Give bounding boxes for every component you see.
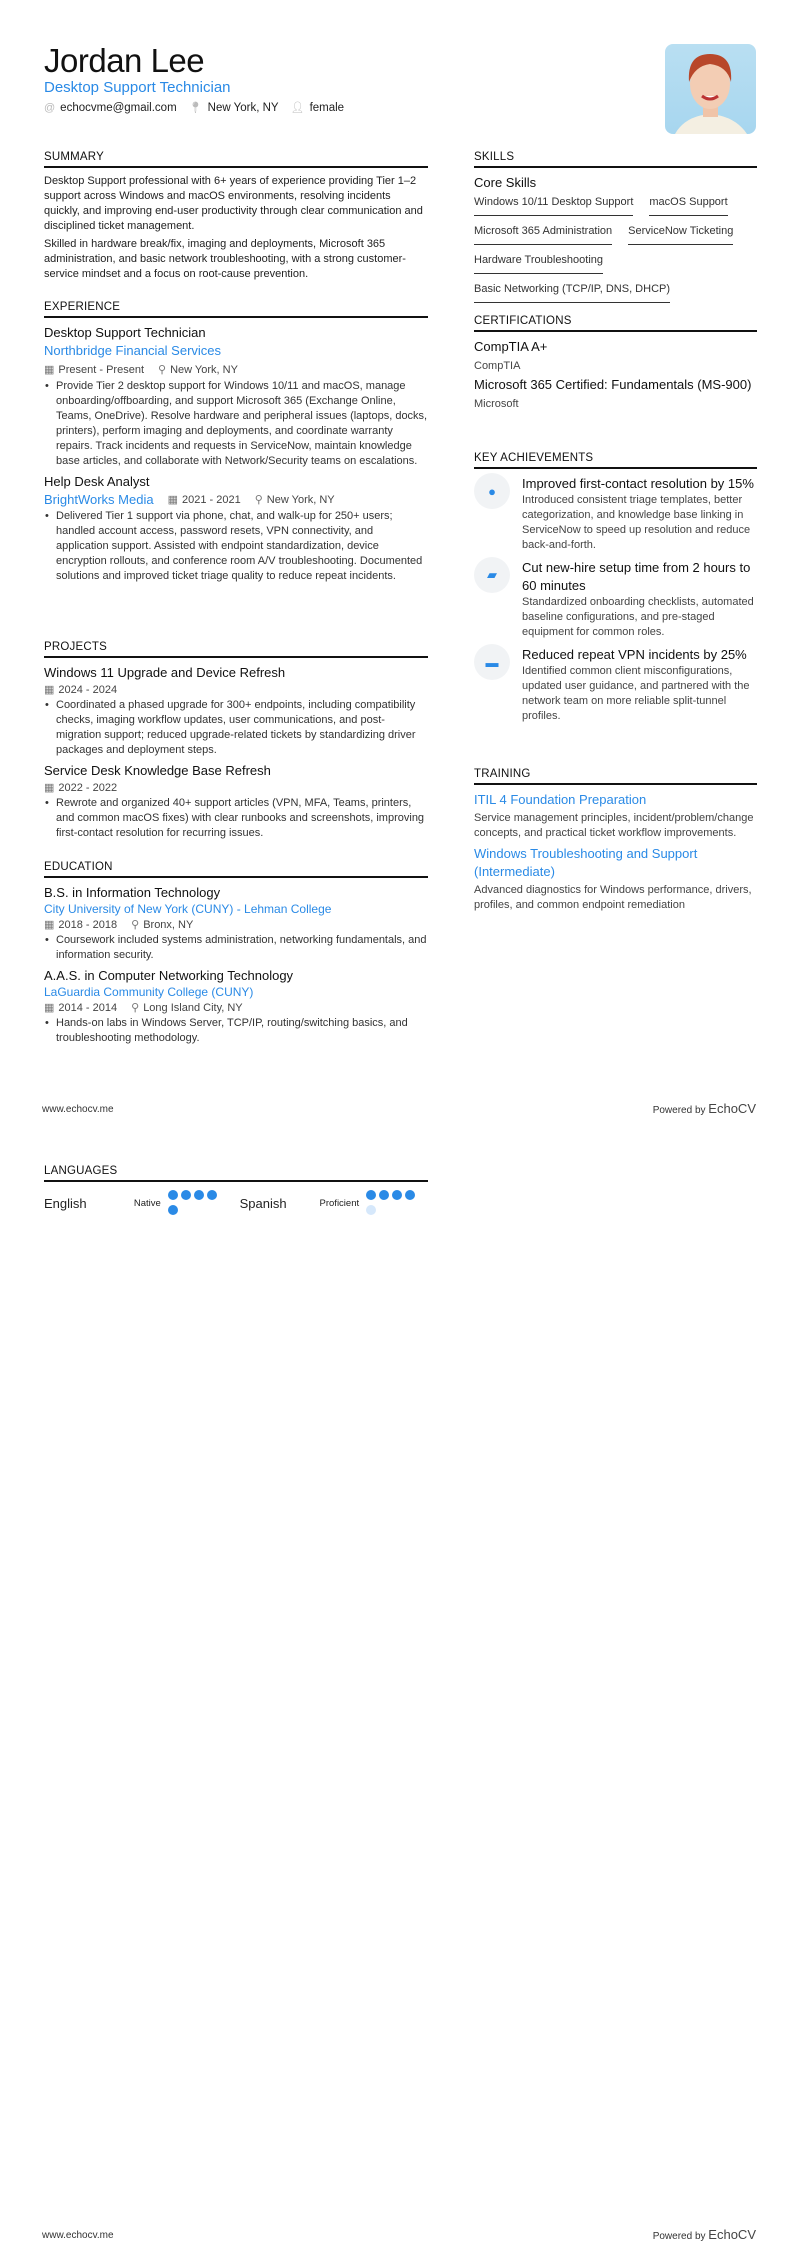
rating-dot [181, 1190, 191, 1200]
achievement-title: Cut new-hire setup time from 2 hours to 60 minutes [522, 560, 751, 593]
education-item [44, 884, 428, 963]
dates: 2014 - 2014 [58, 1002, 118, 1014]
education-section [44, 861, 428, 1046]
location: New York, NY [207, 102, 279, 114]
degree: A.A.S. in Computer Networking Technology [44, 968, 294, 983]
achievement-item [474, 646, 757, 724]
projects-section [44, 641, 428, 841]
rating-dots [165, 1188, 230, 1218]
cert-name: CompTIA A+ [474, 339, 548, 354]
achievement-desc: Identified common client misconfigurations, updated user guidance, and partnered with the network team on more reliable split-tunnel profiles. [522, 665, 750, 722]
achievement-desc: Introduced consistent triage templates, better categorization, and knowledge base linking in ServiceNow to speed up resolution and reduce back-and-forth. [522, 494, 751, 551]
skill-tag: macOS Support [649, 195, 727, 216]
experience-item [44, 473, 428, 584]
section-heading: TRAINING [474, 768, 757, 785]
dates: 2018 - 2018 [58, 919, 118, 931]
job-title: Help Desk Analyst [44, 474, 150, 489]
experience-section [44, 301, 428, 584]
footer-powered [653, 1101, 756, 1116]
footer-powered [653, 2227, 756, 2242]
footer-site[interactable]: www.echocv.me [42, 2230, 114, 2241]
section-heading: CERTIFICATIONS [474, 315, 757, 332]
degree: B.S. in Information Technology [44, 885, 221, 900]
calendar-icon: ▦ [167, 494, 178, 506]
help-circle-icon: ● [474, 473, 510, 509]
rating-dot [392, 1190, 402, 1200]
location-icon: ⚲ [254, 494, 263, 506]
training-title: Windows Troubleshooting and Support (Intermediate) [474, 846, 698, 879]
experience-item [44, 324, 428, 469]
calendar-icon: ▦ [44, 1002, 55, 1014]
bullet: • Provide Tier 2 desktop support for Windows 10/11 and macOS, manage onboarding/offboarding, and support Microsoft 365 (Exchange Online, Teams, OneDrive). Resolve hardware and peripheral issues (laptops, docks, printers), perform imaging and deployments, and coordinate warranty repairs. Track incidents and requests in ServiceNow, maintain knowledge base articles, and collaborate with Network/Security teams on escalations. [44, 379, 428, 469]
company: Northbridge Financial Services [44, 343, 222, 358]
candidate-title: Desktop Support Technician [44, 79, 231, 96]
archive-icon: ▬ [474, 644, 510, 680]
location-icon: 📍︎ [188, 102, 203, 114]
rating-dots [363, 1188, 428, 1218]
bullet: • Rewrote and organized 40+ support articles (VPN, MFA, Teams, printers, and common macOS fixes) with clear runbooks and screenshots, improving first-contact resolution for recurring issues. [44, 796, 428, 841]
powered-label: Powered by [652, 1105, 706, 1116]
rating-dot [168, 1190, 178, 1200]
dates: Present - Present [58, 364, 144, 376]
dates: 2022 - 2022 [58, 782, 118, 794]
rating-dot [405, 1190, 415, 1200]
dates: 2024 - 2024 [58, 684, 118, 696]
achievement-title: Improved first-contact resolution by 15% [522, 476, 754, 491]
skill-tag: Windows 10/11 Desktop Support [474, 195, 633, 216]
skill-group-title: Core Skills [474, 175, 537, 190]
rating-dot [379, 1190, 389, 1200]
languages-section [44, 1165, 428, 1218]
calendar-icon: ▦ [44, 684, 55, 696]
achievement-title: Reduced repeat VPN incidents by 25% [522, 647, 747, 662]
achievement-item [474, 475, 757, 553]
training-title: ITIL 4 Foundation Preparation [474, 792, 647, 807]
section-heading: SUMMARY [44, 151, 428, 168]
person-icon: 👤︎ [290, 102, 305, 114]
cert-issuer: CompTIA [474, 360, 521, 372]
project-title: Windows 11 Upgrade and Device Refresh [44, 665, 286, 680]
location-icon: ⚲ [131, 919, 140, 931]
contact-info [44, 101, 344, 114]
brand[interactable]: EchoCV [708, 2227, 756, 2242]
achievement-desc: Standardized onboarding checklists, automated baseline configurations, and pre-staged equipment for common roles. [522, 596, 754, 638]
location: Long Island City, NY [143, 1002, 243, 1014]
skills-section [474, 151, 757, 311]
email-icon: @ [44, 101, 56, 114]
language-level: Native [133, 1197, 161, 1209]
summary-paragraph: Skilled in hardware break/fix, imaging and deployments, Microsoft 365 administration, and basic network troubleshooting, with a strong customer-service mindset and a focus on root-cause prevention. [44, 238, 406, 280]
job-title: Desktop Support Technician [44, 325, 206, 340]
bullet: • Coordinated a phased upgrade for 300+ endpoints, including compatibility checks, imaging workflow updates, user communications, and post-migration support; reduced upgrade-related tickets by standardizing driver packages and deployment steps. [44, 698, 428, 758]
calendar-icon: ▦ [44, 364, 55, 376]
training-desc: Advanced diagnostics for Windows performance, drivers, profiles, and common endpoint remediation [474, 884, 752, 911]
footer-site[interactable]: www.echocv.me [42, 1104, 114, 1115]
summary-paragraph: Desktop Support professional with 6+ years of experience providing Tier 1–2 support across Windows and macOS environments, resolving incidents quickly, and improving end-user productivity through clear communication and disciplined ticket management. [44, 175, 423, 232]
calendar-icon: ▦ [44, 782, 55, 794]
location: New York, NY [170, 364, 238, 376]
section-heading: EDUCATION [44, 861, 428, 878]
section-heading: EXPERIENCE [44, 301, 428, 318]
dates: 2021 - 2021 [181, 494, 241, 506]
achievements-section [474, 452, 757, 730]
project-title: Service Desk Knowledge Base Refresh [44, 763, 271, 778]
skill-tag: Hardware Troubleshooting [474, 253, 603, 274]
location: New York, NY [266, 494, 335, 506]
summary-section [44, 151, 428, 282]
profile-photo [665, 44, 756, 134]
school: City University of New York (CUNY) - Lehman College [44, 902, 332, 916]
section-heading: KEY ACHIEVEMENTS [474, 452, 757, 469]
training-desc: Service management principles, incident/problem/change concepts, and practical ticket workflow improvements. [474, 812, 754, 839]
training-section [474, 768, 757, 913]
achievement-item [474, 559, 757, 640]
rating-dot [366, 1205, 376, 1215]
school: LaGuardia Community College (CUNY) [44, 985, 254, 999]
gender: female [309, 102, 345, 114]
skill-tag: ServiceNow Ticketing [628, 224, 733, 245]
company: BrightWorks Media [44, 492, 154, 507]
rating-dot [168, 1205, 178, 1215]
bullet: • Coursework included systems administration, networking fundamentals, and information security. [44, 933, 428, 963]
language-name: English [44, 1195, 87, 1211]
location-icon: ⚲ [131, 1002, 140, 1014]
location-icon: ⚲ [158, 364, 167, 376]
calendar-icon: ▦ [44, 919, 55, 931]
skill-tag: Basic Networking (TCP/IP, DNS, DHCP) [474, 282, 670, 303]
cert-name: Microsoft 365 Certified: Fundamentals (MS-900) [474, 377, 752, 392]
location: Bronx, NY [143, 919, 194, 931]
powered-label: Powered by [652, 2231, 706, 2242]
bullet: • Delivered Tier 1 support via phone, chat, and walk-up for 250+ users; handled account access, password resets, VPN connectivity, and application support. Assisted with endpoint standardization, device encryption rollouts, and conference room A/V troubleshooting. Documented solutions and improved ticket triage quality to reduce repeat incidents. [44, 509, 428, 584]
rating-dot [207, 1190, 217, 1200]
cert-issuer: Microsoft [474, 398, 519, 410]
skill-tag: Microsoft 365 Administration [474, 224, 612, 245]
candidate-name: Jordan Lee [44, 42, 205, 79]
rating-dot [366, 1190, 376, 1200]
section-heading: SKILLS [474, 151, 757, 168]
language-name: Spanish [239, 1195, 287, 1211]
project-item [44, 664, 428, 758]
rating-dot [194, 1190, 204, 1200]
chat-icon: ▰ [474, 557, 510, 593]
bullet: • Hands-on labs in Windows Server, TCP/IP, routing/switching basics, and troubleshooting methodology. [44, 1016, 428, 1046]
education-item [44, 967, 428, 1046]
language-level: Proficient [319, 1197, 360, 1209]
email[interactable]: echocvme@gmail.com [60, 101, 177, 114]
project-item [44, 762, 428, 841]
brand[interactable]: EchoCV [708, 1101, 756, 1116]
section-heading: LANGUAGES [44, 1165, 428, 1182]
certifications-section [474, 315, 757, 414]
section-heading: PROJECTS [44, 641, 428, 658]
